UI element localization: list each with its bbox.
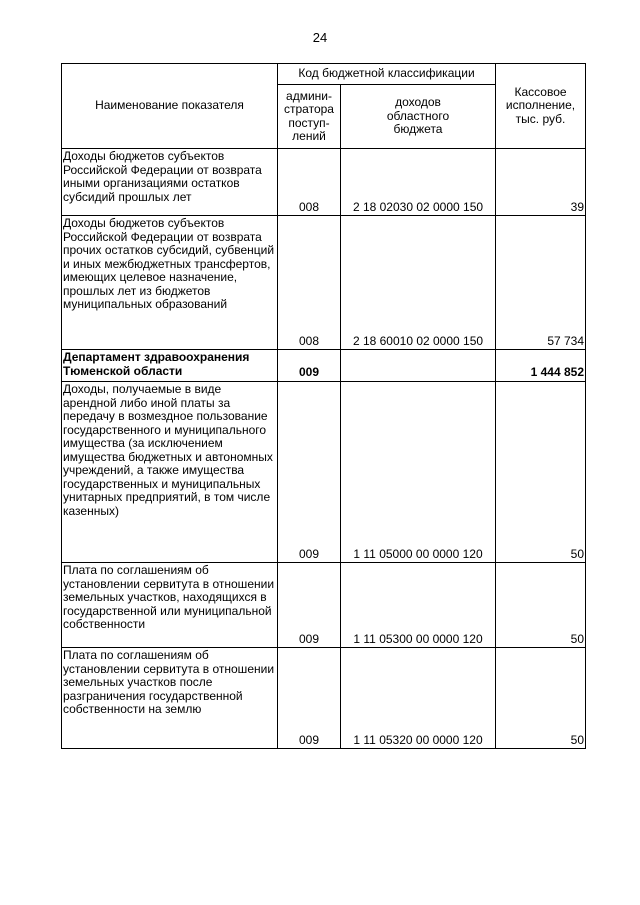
cell-amount: 1 444 852 bbox=[496, 350, 586, 382]
cell-amount: 50 bbox=[496, 563, 586, 648]
header-administrator: админи-стратора поступ-лений bbox=[278, 85, 341, 149]
table-body bbox=[62, 149, 586, 749]
cell-administrator: 008 bbox=[278, 149, 341, 216]
header-code-group: Код бюджетной классификации bbox=[278, 64, 496, 85]
header-name: Наименование показателя bbox=[62, 64, 278, 149]
cell-amount: 50 bbox=[496, 648, 586, 749]
table-header bbox=[62, 64, 586, 149]
cell-name: Доходы бюджетов субъектов Российской Федерации от возврата иными организациями остатков субсидий прошлых лет bbox=[62, 149, 278, 216]
table-row bbox=[62, 216, 586, 350]
cell-name: Департамент здравоохранения Тюменской области bbox=[62, 350, 278, 382]
cell-income: 1 11 05300 00 0000 120 bbox=[341, 563, 496, 648]
cell-administrator: 009 bbox=[278, 382, 341, 563]
cell-amount: 57 734 bbox=[496, 216, 586, 350]
cell-income bbox=[341, 350, 496, 382]
table-row bbox=[62, 350, 586, 382]
cell-administrator: 009 bbox=[278, 648, 341, 749]
page-number: 24 bbox=[312, 30, 328, 45]
cell-income: 1 11 05000 00 0000 120 bbox=[341, 382, 496, 563]
table-row bbox=[62, 563, 586, 648]
budget-table bbox=[61, 63, 586, 749]
header-amount: Кассовое исполнение, тыс. руб. bbox=[496, 64, 586, 149]
cell-amount: 50 bbox=[496, 382, 586, 563]
cell-income: 1 11 05320 00 0000 120 bbox=[341, 648, 496, 749]
table-row bbox=[62, 382, 586, 563]
cell-administrator: 008 bbox=[278, 216, 341, 350]
cell-amount: 39 bbox=[496, 149, 586, 216]
cell-name: Доходы бюджетов субъектов Российской Федерации от возврата прочих остатков субсидий, субвенций и иных межбюджетных трансфертов, имеющих целевое назначение, прошлых лет из бюджетов муниципальных образований bbox=[62, 216, 278, 350]
cell-income: 2 18 60010 02 0000 150 bbox=[341, 216, 496, 350]
cell-name: Плата по соглашениям об установлении сервитута в отношении земельных участков после разграничения государственной собственности на землю bbox=[62, 648, 278, 749]
table-row bbox=[62, 149, 586, 216]
header-income: доходов областного бюджета bbox=[341, 85, 496, 149]
cell-income: 2 18 02030 02 0000 150 bbox=[341, 149, 496, 216]
cell-name: Плата по соглашениям об установлении сервитута в отношении земельных участков, находящихся в государственной или муниципальной собственности bbox=[62, 563, 278, 648]
cell-administrator: 009 bbox=[278, 350, 341, 382]
table-row bbox=[62, 648, 586, 749]
cell-name: Доходы, получаемые в виде арендной либо иной платы за передачу в возмездное пользование государственного и муниципального имущества (за исключением имущества бюджетных и автономных учреждений, а также имущества государственных и муниципальных унитарных предприятий, в том числе казенных) bbox=[62, 382, 278, 563]
cell-administrator: 009 bbox=[278, 563, 341, 648]
